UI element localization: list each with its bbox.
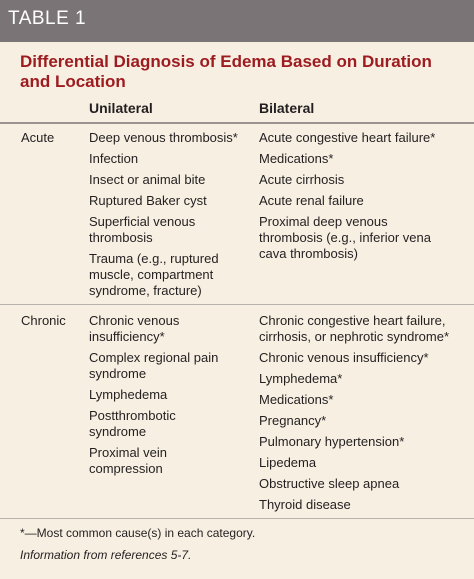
chronic-bilateral-item: Chronic congestive heart failure, cirrhosis, or nephrotic syndrome*: [259, 313, 450, 344]
chronic-bilateral-item: Medications*: [259, 392, 334, 407]
chronic-bilateral-item: Lipedema: [259, 455, 317, 470]
table-title: Differential Diagnosis of Edema Based on Duration and Location: [20, 52, 432, 91]
chronic-unilateral-item: Chronic venous insufficiency*: [89, 313, 180, 344]
row-label-chronic: Chronic: [21, 313, 66, 328]
column-header-unilateral: Unilateral: [89, 100, 153, 116]
row-divider: [0, 304, 474, 305]
chronic-bilateral-item: Pregnancy*: [259, 413, 327, 428]
chronic-bilateral-item: Pulmonary hypertension*: [259, 434, 405, 449]
acute-bilateral-item: Acute cirrhosis: [259, 172, 345, 187]
chronic-unilateral-item: Postthrombotic syndrome: [89, 408, 176, 439]
source-note: Information from references 5-7.: [20, 548, 192, 562]
header-divider: [0, 122, 474, 124]
footer-divider: [0, 518, 474, 519]
acute-unilateral-item: Superficial venous thrombosis: [89, 214, 196, 245]
footnote: *—Most common cause(s) in each category.: [20, 526, 256, 540]
chronic-bilateral-item: Chronic venous insufficiency*: [259, 350, 429, 365]
chronic-unilateral-item: Complex regional pain syndrome: [89, 350, 219, 381]
column-header-bilateral: Bilateral: [259, 100, 315, 116]
row-label-acute: Acute: [21, 130, 55, 145]
acute-unilateral-item: Insect or animal bite: [89, 172, 206, 187]
acute-unilateral-item: Ruptured Baker cyst: [89, 193, 207, 208]
acute-unilateral-item: Deep venous thrombosis*: [89, 130, 238, 145]
acute-bilateral-item: Acute renal failure: [259, 193, 364, 208]
chronic-bilateral-item: Lymphedema*: [259, 371, 343, 386]
acute-unilateral-item: Trauma (e.g., ruptured muscle, compartment syndrome, fracture): [89, 251, 219, 298]
chronic-unilateral-item: Lymphedema: [89, 387, 168, 402]
chronic-bilateral-item: Obstructive sleep apnea: [259, 476, 400, 491]
table-number-label: TABLE 1: [8, 8, 87, 29]
acute-bilateral-item: Acute congestive heart failure*: [259, 130, 436, 145]
acute-bilateral-item: Medications*: [259, 151, 334, 166]
chronic-bilateral-item: Thyroid disease: [259, 497, 351, 512]
acute-unilateral-item: Infection: [89, 151, 139, 166]
table-header-bar: [0, 0, 474, 42]
chronic-unilateral-item: Proximal vein compression: [89, 445, 168, 476]
acute-bilateral-item: Proximal deep venous thrombosis (e.g., inferior vena cava thrombosis): [259, 214, 431, 261]
